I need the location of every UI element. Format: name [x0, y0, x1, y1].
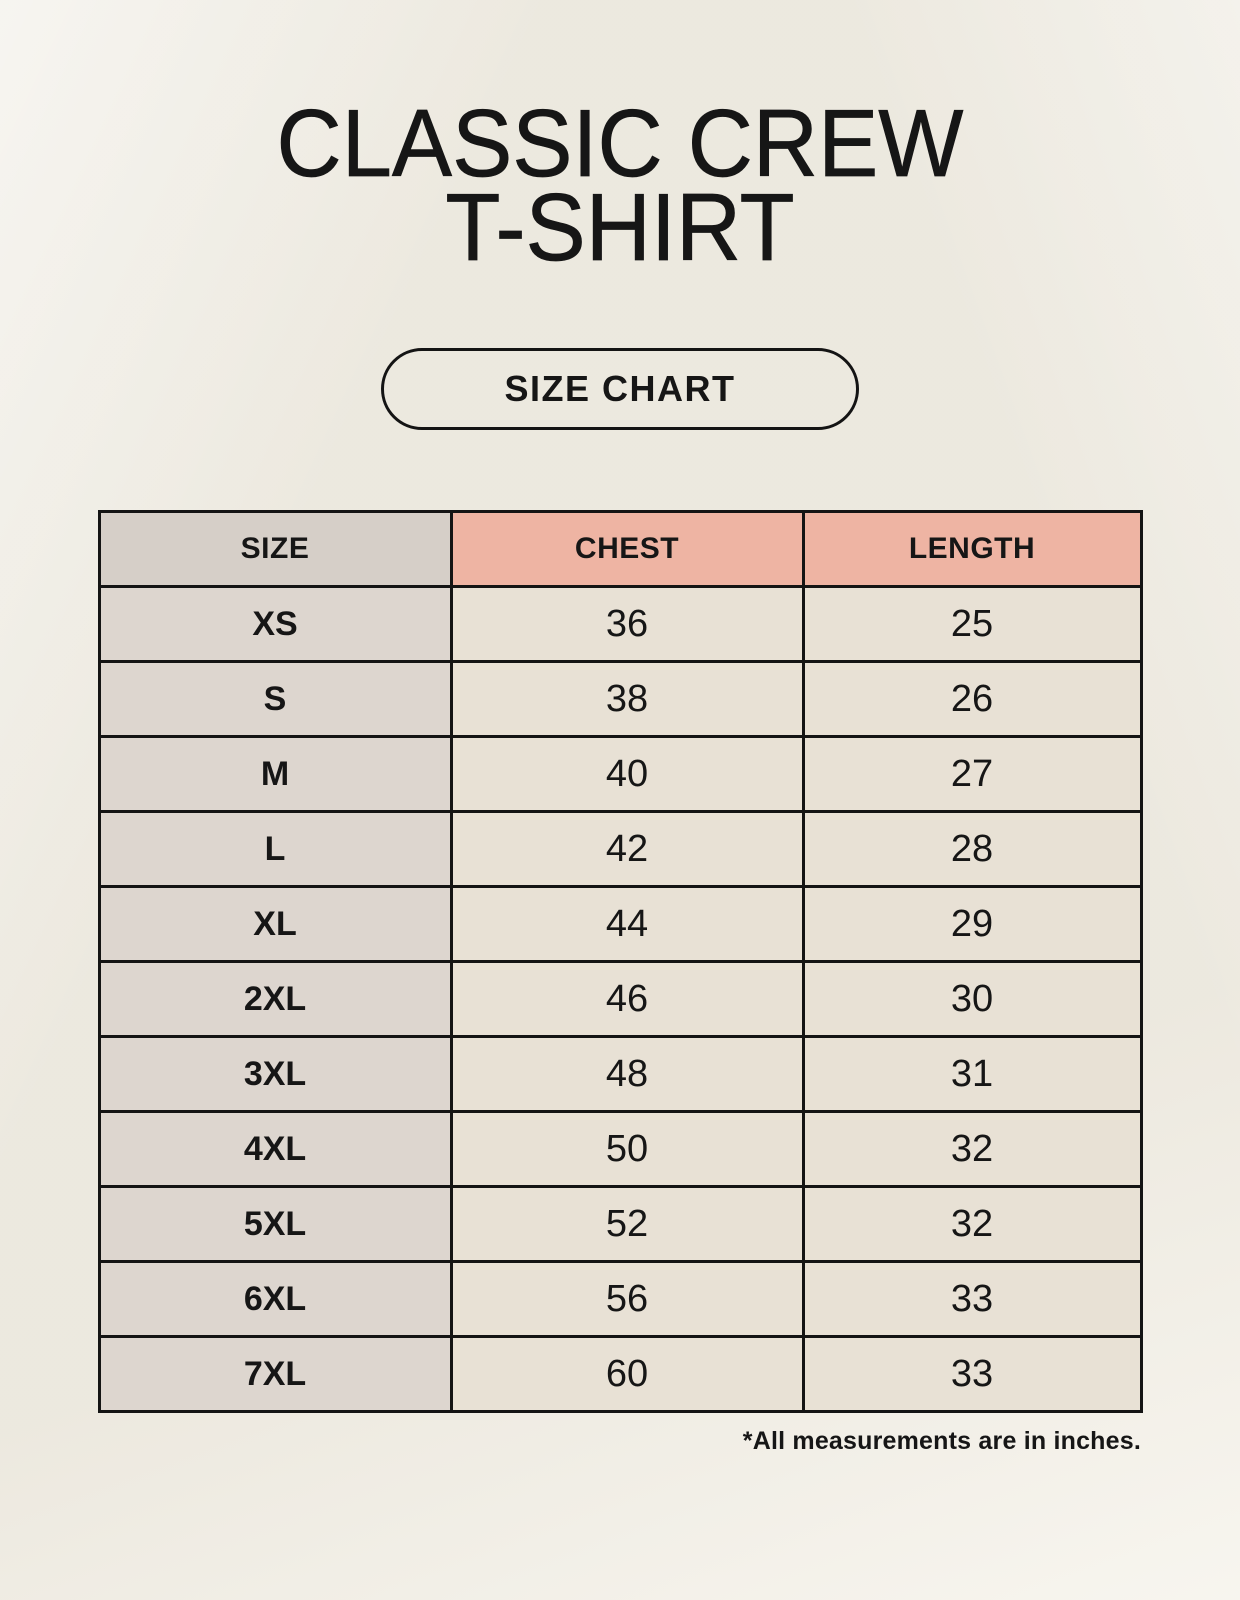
- table-header-row: [99, 512, 1141, 587]
- table-row: [99, 1337, 1141, 1412]
- size-cell: M: [99, 737, 451, 812]
- length-cell: 30: [803, 962, 1141, 1037]
- length-cell: 33: [803, 1337, 1141, 1412]
- chest-cell: 46: [451, 962, 803, 1037]
- size-cell: 7XL: [99, 1337, 451, 1412]
- table-row: [99, 1262, 1141, 1337]
- chest-cell: 38: [451, 662, 803, 737]
- size-cell: XS: [99, 587, 451, 662]
- table-row: [99, 587, 1141, 662]
- chest-cell: 40: [451, 737, 803, 812]
- size-cell: 6XL: [99, 1262, 451, 1337]
- table-row: [99, 1037, 1141, 1112]
- size-cell: 4XL: [99, 1112, 451, 1187]
- chest-cell: 36: [451, 587, 803, 662]
- length-cell: 27: [803, 737, 1141, 812]
- table-row: [99, 962, 1141, 1037]
- table-row: [99, 887, 1141, 962]
- size-cell: 5XL: [99, 1187, 451, 1262]
- length-cell: 25: [803, 587, 1141, 662]
- table-row: [99, 1187, 1141, 1262]
- column-header-size: SIZE: [99, 512, 451, 587]
- table-row: [99, 1112, 1141, 1187]
- column-header-chest: CHEST: [451, 512, 803, 587]
- chest-cell: 52: [451, 1187, 803, 1262]
- length-cell: 32: [803, 1112, 1141, 1187]
- table-body: [99, 587, 1141, 1412]
- table-row: [99, 737, 1141, 812]
- chest-cell: 44: [451, 887, 803, 962]
- size-table: [98, 510, 1143, 1413]
- measurements-note: *All measurements are in inches.: [742, 1427, 1141, 1455]
- size-cell: S: [99, 662, 451, 737]
- table-row: [99, 662, 1141, 737]
- length-cell: 32: [803, 1187, 1141, 1262]
- length-cell: 29: [803, 887, 1141, 962]
- chest-cell: 48: [451, 1037, 803, 1112]
- size-cell: XL: [99, 887, 451, 962]
- page-title-line-2: T-SHIRT: [445, 174, 795, 281]
- column-header-length: LENGTH: [803, 512, 1141, 587]
- length-cell: 26: [803, 662, 1141, 737]
- table-row: [99, 812, 1141, 887]
- page-title: [0, 88, 1240, 281]
- chest-cell: 60: [451, 1337, 803, 1412]
- size-cell: 3XL: [99, 1037, 451, 1112]
- size-cell: L: [99, 812, 451, 887]
- chest-cell: 50: [451, 1112, 803, 1187]
- length-cell: 33: [803, 1262, 1141, 1337]
- length-cell: 31: [803, 1037, 1141, 1112]
- size-chart-button-label: SIZE CHART: [504, 368, 736, 409]
- size-chart-button[interactable]: [381, 348, 859, 430]
- page-title-line-1: CLASSIC CREW: [276, 90, 964, 197]
- chest-cell: 42: [451, 812, 803, 887]
- length-cell: 28: [803, 812, 1141, 887]
- chest-cell: 56: [451, 1262, 803, 1337]
- size-cell: 2XL: [99, 962, 451, 1037]
